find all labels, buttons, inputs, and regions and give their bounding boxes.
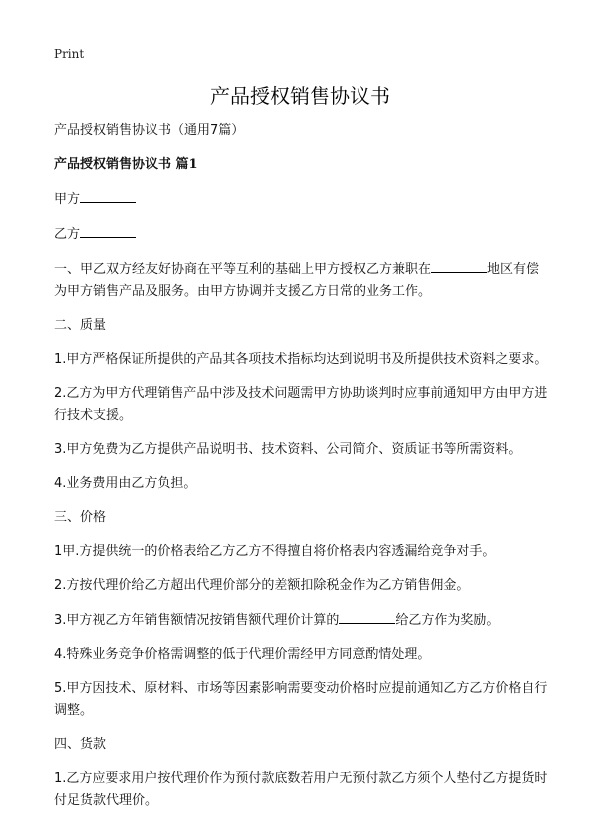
heading-payment: 四、货款 [54,737,107,752]
payment-item-1: 1.乙方应要求用户按代理价作为预付款底数若用户无预付款乙方须个人垫付乙方提货时付足货款代理价。 [54,771,548,808]
party-b-line [54,223,550,246]
reward-blank [339,609,395,624]
quality-item-2: 2.乙方为甲方代理销售产品中涉及技术问题需甲方协助谈判时应事前通知甲方由甲方进行技术支援。 [54,386,548,423]
document-subtitle: 产品授权销售协议书（通用7篇） [54,123,245,138]
price-item-4: 4.特殊业务竞争价格需调整的低于代理价需经甲方同意酌情处理。 [54,647,431,662]
quality-item-3: 3.甲方免费为乙方提供产品说明书、技术资料、公司简介、资质证书等所需资料。 [54,442,522,457]
party-a-blank [80,188,136,203]
price-item-3-before: 3.甲方视乙方年销售额情况按销售额代理价计算的 [54,613,340,628]
price-item-3 [54,609,550,632]
price-item-3-after: 给乙方作为奖励。 [395,613,500,628]
clause-1-text-before: 一、甲乙双方经友好协商在平等互利的基础上甲方授权乙方兼职在 [54,262,432,277]
heading-quality: 二、质量 [54,318,107,333]
print-link[interactable]: Print [54,47,85,61]
party-b-label: 乙方 [54,227,81,242]
clause-1 [54,258,550,303]
price-item-2: 2.方按代理价给乙方超出代理价部分的差额扣除税金作为乙方销售佣金。 [54,578,470,593]
heading-price: 三、价格 [54,510,107,525]
price-item-1: 1甲.方提供统一的价格表给乙方乙方不得擅自将价格表内容透漏给竞争对手。 [54,544,496,559]
party-b-blank [80,223,136,238]
document-body [54,120,550,824]
party-a-label: 甲方 [54,192,81,207]
party-a-line [54,188,550,211]
document-title: 产品授权销售协议书 [210,84,390,108]
quality-item-1: 1.甲方严格保证所提供的产品其各项技术指标均达到说明书及所提供技术资料之要求。 [54,352,548,367]
section-title: 产品授权销售协议书 篇1 [54,157,198,172]
quality-item-4: 4.业务费用由乙方负担。 [54,476,197,491]
region-blank [431,258,487,273]
price-item-5: 5.甲方因技术、原材料、市场等因素影响需要变动价格时应提前通知乙方乙方价格自行调整。 [54,681,548,718]
clause-1-text-after: 地区有偿为甲方销售产品及服务。由甲方协调并支援乙方日常的业务工作。 [54,262,540,299]
